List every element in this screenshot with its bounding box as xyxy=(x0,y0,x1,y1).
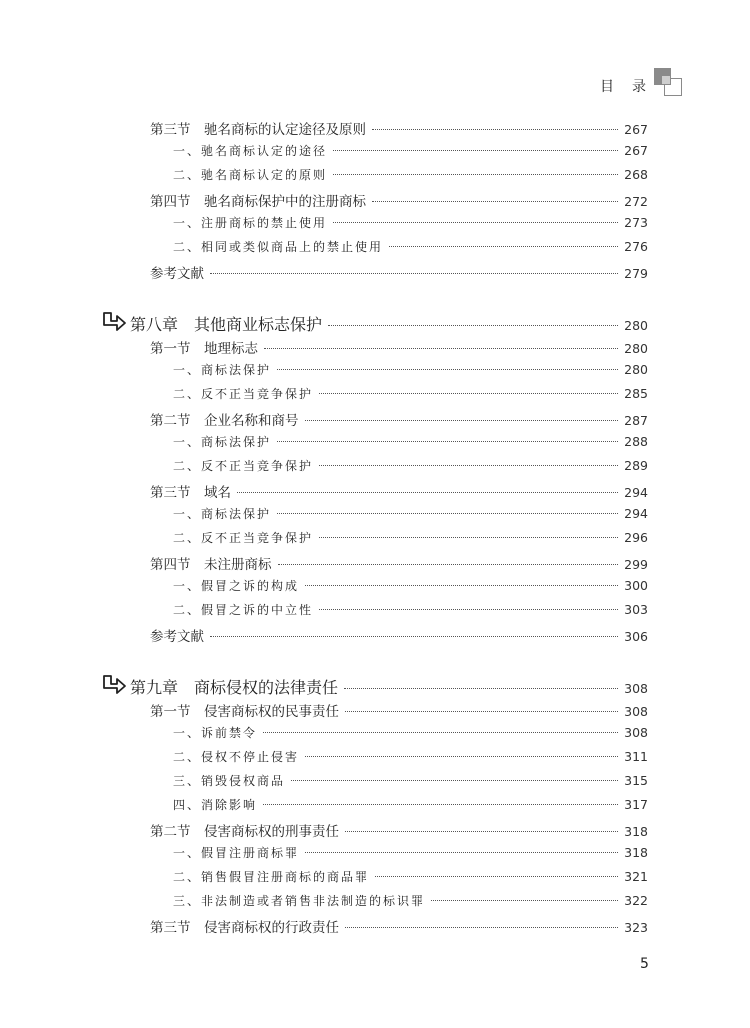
toc-entry-title: 第三节 域名 xyxy=(150,485,231,501)
toc-entry-title: 二、反不正当竞争保护 xyxy=(173,387,314,401)
chapter-arrow-icon xyxy=(101,310,127,332)
toc-entry-page: 299 xyxy=(624,557,648,572)
dot-leader xyxy=(345,830,618,832)
toc-item-row[interactable] xyxy=(173,457,648,474)
toc-entry-page: 280 xyxy=(624,341,648,356)
dot-leader xyxy=(305,419,619,421)
toc-entry-page: 315 xyxy=(624,773,648,788)
toc-entry-page: 321 xyxy=(624,869,648,884)
toc-item-row[interactable] xyxy=(173,601,648,618)
toc-entry-title: 参考文献 xyxy=(150,629,204,645)
dot-leader xyxy=(372,200,618,202)
toc-entry-page: 267 xyxy=(624,143,648,158)
dot-leader xyxy=(372,128,618,130)
dot-leader xyxy=(319,536,618,538)
toc-section-row[interactable] xyxy=(150,553,648,573)
toc-item-row[interactable] xyxy=(173,748,648,765)
dot-leader xyxy=(345,710,618,712)
toc-item-row[interactable] xyxy=(173,238,648,255)
toc-item-row[interactable] xyxy=(173,772,648,789)
dot-leader xyxy=(277,512,618,514)
dot-leader xyxy=(277,368,618,370)
toc-item-row[interactable] xyxy=(173,214,648,231)
toc-entry-title: 一、驰名商标认定的途径 xyxy=(173,144,328,158)
toc-entry-page: 285 xyxy=(624,386,648,401)
toc-item-row[interactable] xyxy=(173,844,648,861)
toc-entry-page: 294 xyxy=(624,506,648,521)
dot-leader xyxy=(263,803,618,805)
dot-leader xyxy=(291,779,618,781)
toc-entry-title: 一、假冒之诉的构成 xyxy=(173,579,300,593)
chapter-arrow-icon xyxy=(101,673,127,695)
toc-entry-page: 273 xyxy=(624,215,648,230)
dot-leader xyxy=(333,149,618,151)
toc-entry-page: 276 xyxy=(624,239,648,254)
toc-item-row[interactable] xyxy=(173,385,648,402)
header-squares-icon xyxy=(654,68,684,98)
toc-entry-page: 289 xyxy=(624,458,648,473)
toc-section-row[interactable] xyxy=(150,262,648,282)
dot-leader xyxy=(344,687,618,689)
toc-entry-page: 280 xyxy=(624,362,648,377)
toc-entry-title: 第三节 驰名商标的认定途径及原则 xyxy=(150,122,366,138)
toc-entry-title: 二、销售假冒注册商标的商品罪 xyxy=(173,870,370,884)
dot-leader xyxy=(237,491,618,493)
toc-entry-page: 318 xyxy=(624,845,648,860)
toc-entry-page: 288 xyxy=(624,434,648,449)
toc-entry-title: 第三节 侵害商标权的行政责任 xyxy=(150,920,339,936)
toc-entry-page: 294 xyxy=(624,485,648,500)
toc-entry-title: 二、假冒之诉的中立性 xyxy=(173,603,314,617)
toc-entry-title: 四、消除影响 xyxy=(173,798,258,812)
toc-entry-title: 第九章 商标侵权的法律责任 xyxy=(130,678,339,697)
dot-leader xyxy=(328,324,618,326)
toc-entry-title: 第四节 驰名商标保护中的注册商标 xyxy=(150,194,366,210)
toc-entry-page: 300 xyxy=(624,578,648,593)
toc-entry-page: 308 xyxy=(624,681,648,696)
toc-entry-page: 280 xyxy=(624,318,648,333)
dot-leader xyxy=(278,563,619,565)
toc-section-row[interactable] xyxy=(150,700,648,720)
toc-entry-page: 279 xyxy=(624,266,648,281)
toc-entry-title: 二、侵权不停止侵害 xyxy=(173,750,300,764)
toc-entry-title: 第四节 未注册商标 xyxy=(150,557,272,573)
dot-leader xyxy=(305,851,618,853)
toc-entry-title: 二、反不正当竞争保护 xyxy=(173,531,314,545)
toc-item-row[interactable] xyxy=(173,505,648,522)
toc-section-row[interactable] xyxy=(150,190,648,210)
header-title: 目 录 xyxy=(600,79,648,95)
toc-entry-title: 二、驰名商标认定的原则 xyxy=(173,168,328,182)
toc-entry-page: 308 xyxy=(624,704,648,719)
toc-section-row[interactable] xyxy=(150,625,648,645)
toc-entry-page: 318 xyxy=(624,824,648,839)
toc-item-row[interactable] xyxy=(173,892,648,909)
toc-entry-page: 287 xyxy=(624,413,648,428)
toc-entry-page: 306 xyxy=(624,629,648,644)
dot-leader xyxy=(210,272,618,274)
toc-section-row[interactable] xyxy=(150,481,648,501)
toc-entry-page: 311 xyxy=(624,749,648,764)
dot-leader xyxy=(333,221,618,223)
toc-section-row[interactable] xyxy=(150,337,648,357)
dot-leader xyxy=(319,464,618,466)
dot-leader xyxy=(319,608,618,610)
toc-entry-title: 一、商标法保护 xyxy=(173,507,272,521)
dot-leader xyxy=(264,347,618,349)
toc-item-row[interactable] xyxy=(173,724,648,741)
dot-leader xyxy=(375,875,618,877)
toc-entry-title: 一、诉前禁令 xyxy=(173,726,258,740)
toc-entry-title: 一、商标法保护 xyxy=(173,363,272,377)
toc-item-row[interactable] xyxy=(173,796,648,813)
toc-item-row[interactable] xyxy=(173,577,648,594)
toc-item-row[interactable] xyxy=(173,529,648,546)
dot-leader xyxy=(305,584,618,586)
page-number: 5 xyxy=(640,956,649,972)
toc-entry-page: 268 xyxy=(624,167,648,182)
toc-entry-page: 303 xyxy=(624,602,648,617)
toc-entry-page: 317 xyxy=(624,797,648,812)
dot-leader xyxy=(389,245,618,247)
dot-leader xyxy=(345,926,618,928)
dot-leader xyxy=(210,635,618,637)
dot-leader xyxy=(431,899,618,901)
toc-item-row[interactable] xyxy=(173,142,648,159)
toc-entry-title: 二、相同或类似商品上的禁止使用 xyxy=(173,240,384,254)
toc-chapter-row[interactable] xyxy=(130,312,648,335)
toc-entry-page: 322 xyxy=(624,893,648,908)
toc-item-row[interactable] xyxy=(173,361,648,378)
dot-leader xyxy=(263,731,618,733)
toc-entry-title: 二、反不正当竞争保护 xyxy=(173,459,314,473)
toc-entry-title: 参考文献 xyxy=(150,266,204,282)
toc-entry-title: 一、注册商标的禁止使用 xyxy=(173,216,328,230)
toc-chapter-row[interactable] xyxy=(130,675,648,698)
toc-entry-page: 272 xyxy=(624,194,648,209)
toc-section-row[interactable] xyxy=(150,118,648,138)
toc-entry-title: 第一节 侵害商标权的民事责任 xyxy=(150,704,339,720)
toc-entry-page: 296 xyxy=(624,530,648,545)
toc-entry-page: 308 xyxy=(624,725,648,740)
toc-entry-page: 323 xyxy=(624,920,648,935)
toc-section-row[interactable] xyxy=(150,409,648,429)
toc-section-row[interactable] xyxy=(150,820,648,840)
toc-item-row[interactable] xyxy=(173,166,648,183)
toc-entry-title: 一、商标法保护 xyxy=(173,435,272,449)
toc-entry-title: 第二节 企业名称和商号 xyxy=(150,413,299,429)
dot-leader xyxy=(333,173,618,175)
toc-section-row[interactable] xyxy=(150,916,648,936)
toc-item-row[interactable] xyxy=(173,868,648,885)
toc-entry-page: 267 xyxy=(624,122,648,137)
toc-entry-title: 三、销毁侵权商品 xyxy=(173,774,286,788)
dot-leader xyxy=(277,440,618,442)
toc-entry-title: 三、非法制造或者销售非法制造的标识罪 xyxy=(173,894,426,908)
dot-leader xyxy=(319,392,618,394)
toc-entry-title: 一、假冒注册商标罪 xyxy=(173,846,300,860)
toc-item-row[interactable] xyxy=(173,433,648,450)
toc-entry-title: 第二节 侵害商标权的刑事责任 xyxy=(150,824,339,840)
dot-leader xyxy=(305,755,618,757)
toc-entry-title: 第八章 其他商业标志保护 xyxy=(130,315,323,334)
toc-entry-title: 第一节 地理标志 xyxy=(150,341,258,357)
